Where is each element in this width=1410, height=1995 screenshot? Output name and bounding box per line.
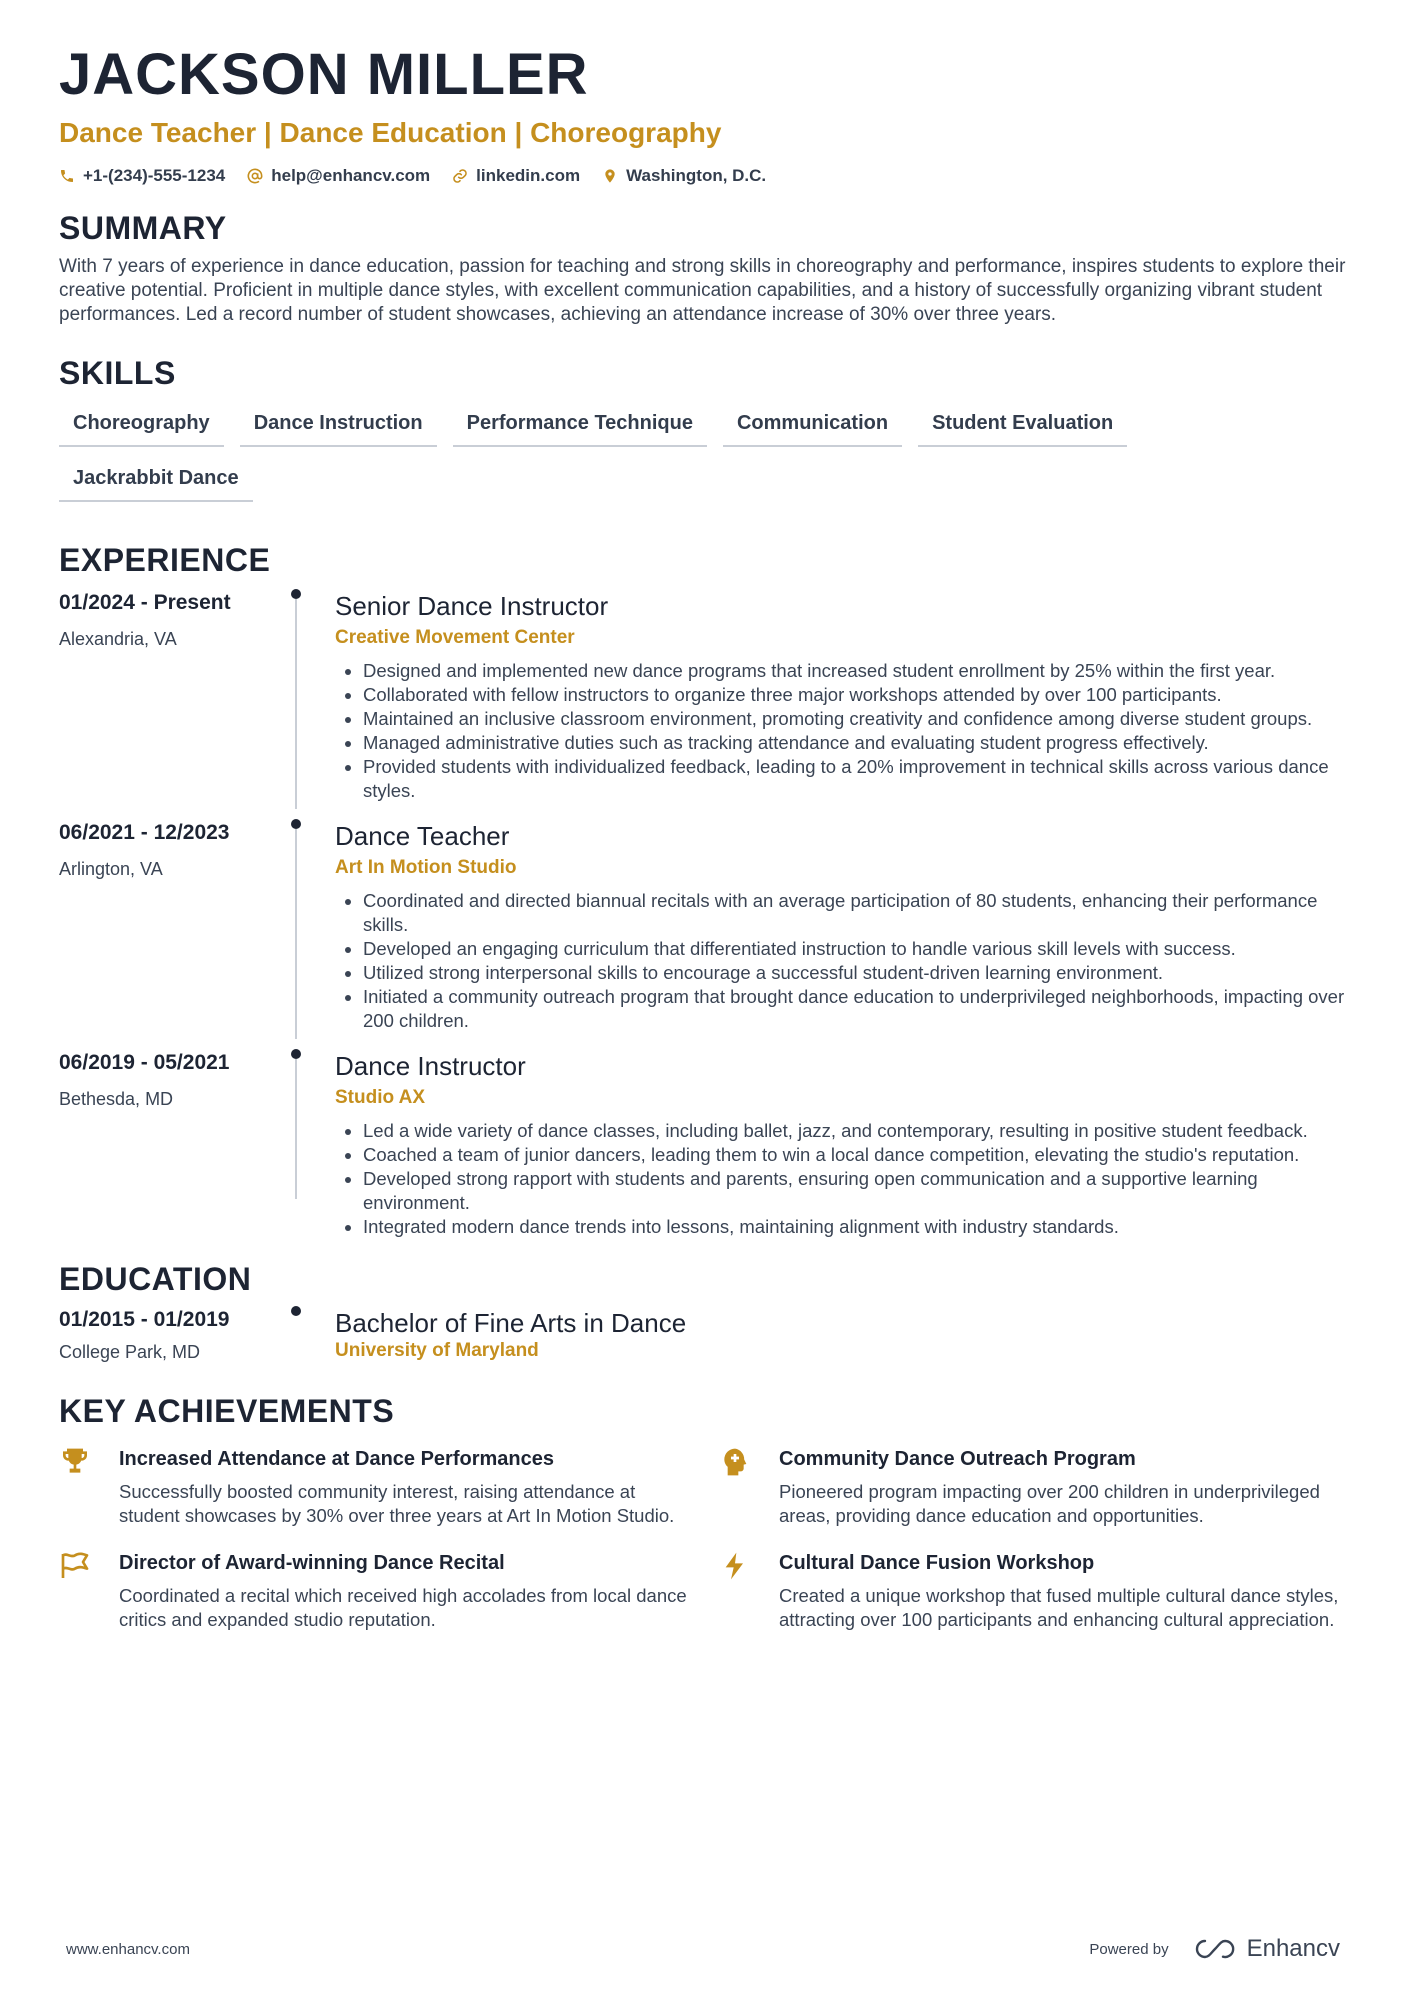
job-bullet: • Collaborated with fellow instructors to organize three major workshops attended by over 100 participants. <box>363 683 1359 707</box>
contact-location <box>602 166 766 186</box>
job-bullet: • Integrated modern dance trends into lessons, maintaining alignment with industry standards. <box>363 1215 1359 1239</box>
job-entry <box>59 581 1359 803</box>
job-role: Dance Instructor <box>335 1051 526 1081</box>
timeline-dot <box>291 819 301 829</box>
job-bullet: • Coordinated and directed biannual recitals with an average participation of 80 students, enhancing their performance skills. <box>363 889 1359 937</box>
job-role: Dance Teacher <box>335 821 510 851</box>
contact-list <box>59 166 1359 186</box>
education-location: College Park, MD <box>59 1342 201 1362</box>
summary-heading: SUMMARY <box>59 210 227 246</box>
contact-email-text: help@enhancv.com <box>271 166 431 185</box>
footer-brand <box>1089 1935 1340 1963</box>
achievement-desc: Created a unique workshop that fused multiple cultural dance styles, attracting over 100 participants and enhancing cultural appreciation. <box>779 1585 1339 1630</box>
page-footer <box>66 1935 1340 1963</box>
skills-heading: SKILLS <box>59 355 176 391</box>
job-location: Alexandria, VA <box>59 629 177 649</box>
achievement-title: Community Dance Outreach Program <box>779 1448 1136 1470</box>
achievement-desc: Pioneered program impacting over 200 children in underprivileged areas, providing dance education and opportunities. <box>779 1481 1320 1526</box>
job-bullets <box>335 889 1359 1033</box>
contact-linkedin[interactable] <box>452 166 580 186</box>
education-heading: EDUCATION <box>59 1261 252 1297</box>
job-bullet: • Designed and implemented new dance programs that increased student enrollment by 25% within the first year. <box>363 659 1359 683</box>
timeline-dot <box>291 1049 301 1059</box>
achievements-heading: KEY ACHIEVEMENTS <box>59 1393 395 1429</box>
candidate-title: Dance Teacher | Dance Education | Choreography <box>59 117 722 148</box>
education-entry <box>59 1298 1359 1363</box>
candidate-name: JACKSON MILLER <box>59 42 589 107</box>
job-bullets <box>335 659 1359 803</box>
powered-by-label: Powered by <box>1089 1940 1169 1958</box>
achievement-item <box>719 1550 1359 1632</box>
achievement-title: Cultural Dance Fusion Workshop <box>779 1552 1095 1574</box>
job-date: 01/2024 - Present <box>59 591 231 614</box>
job-entry <box>59 811 1359 1033</box>
job-bullet: • Developed an engaging curriculum that differentiated instruction to handle various skill levels with success. <box>363 937 1359 961</box>
location-icon <box>602 168 618 184</box>
timeline-rail <box>294 811 302 1033</box>
resume-page <box>59 40 1359 1632</box>
contact-linkedin-text: linkedin.com <box>476 166 581 185</box>
at-icon <box>247 168 263 184</box>
achievement-title: Director of Award-winning Dance Recital <box>119 1552 505 1574</box>
experience-section <box>59 542 1359 1239</box>
skill-tag: Student Evaluation <box>918 406 1127 447</box>
contact-email[interactable] <box>247 166 430 186</box>
achievements-section <box>59 1393 1359 1632</box>
summary-text: With 7 years of experience in dance education, passion for teaching and strong skills in choreography and performance, inspires students to explore their creative potential. Proficient in multiple dance styles, with excellent communication capabilities, and a history of successfully organizing vibrant student performances. Led a record number of student showcases, achieving an attendance increase of 30% over three years. <box>59 256 1346 325</box>
achievement-desc: Successfully boosted community interest, raising attendance at student showcases by 30% over three years at Art In Motion Studio. <box>119 1481 675 1526</box>
head-icon <box>719 1446 751 1478</box>
contact-phone-text: +1-(234)-555-1234 <box>83 166 226 185</box>
achievement-grid <box>59 1446 1359 1632</box>
job-bullet: • Coached a team of junior dancers, leading them to win a local dance competition, elevating the studio's reputation. <box>363 1143 1359 1167</box>
education-date: 01/2015 - 01/2019 <box>59 1308 230 1331</box>
summary-section <box>59 210 1359 327</box>
job-location: Bethesda, MD <box>59 1089 174 1109</box>
footer-website[interactable]: www.enhancv.com <box>66 1940 190 1958</box>
job-bullet: • Initiated a community outreach program that brought dance education to underprivileged neighborhoods, impacting over 200 children. <box>363 985 1359 1033</box>
achievement-item <box>59 1446 719 1528</box>
job-location: Arlington, VA <box>59 859 163 879</box>
skill-tag: Jackrabbit Dance <box>59 461 253 502</box>
skills-section <box>59 355 1359 502</box>
education-degree: Bachelor of Fine Arts in Dance <box>335 1308 687 1338</box>
enhancv-logo-icon <box>1193 1937 1237 1961</box>
education-section <box>59 1261 1359 1363</box>
education-school: University of Maryland <box>335 1340 539 1361</box>
job-entry <box>59 1041 1359 1239</box>
brand-name-text: Enhancv <box>1246 1935 1340 1962</box>
timeline-line <box>295 829 297 1039</box>
timeline-line <box>295 1059 297 1199</box>
skill-tag: Dance Instruction <box>240 406 437 447</box>
job-company: Creative Movement Center <box>335 627 575 648</box>
timeline-dot <box>291 589 301 599</box>
lightning-icon <box>719 1550 751 1582</box>
link-icon <box>452 168 468 184</box>
brand-logo[interactable] <box>1193 1935 1340 1963</box>
skill-tag: Performance Technique <box>453 406 707 447</box>
trophy-icon <box>59 1446 91 1478</box>
experience-heading: EXPERIENCE <box>59 542 271 578</box>
contact-location-text: Washington, D.C. <box>626 166 767 185</box>
contact-phone[interactable] <box>59 166 225 186</box>
job-bullet: • Maintained an inclusive classroom environment, promoting creativity and confidence among diverse student groups. <box>363 707 1359 731</box>
job-bullets <box>335 1119 1359 1239</box>
timeline-dot <box>291 1306 301 1316</box>
job-company: Art In Motion Studio <box>335 857 517 878</box>
job-company: Studio AX <box>335 1087 426 1108</box>
skill-tag: Choreography <box>59 406 224 447</box>
achievement-item <box>719 1446 1359 1528</box>
job-bullet: • Utilized strong interpersonal skills to encourage a successful student-driven learning environment. <box>363 961 1359 985</box>
job-role: Senior Dance Instructor <box>335 591 609 621</box>
skill-tag: Communication <box>723 406 902 447</box>
timeline-rail <box>294 1041 302 1239</box>
job-bullet: • Developed strong rapport with students and parents, ensuring open communication and a supportive learning environment. <box>363 1167 1359 1215</box>
flag-icon <box>59 1550 91 1582</box>
timeline-line <box>295 599 297 809</box>
achievement-item <box>59 1550 719 1632</box>
timeline-rail <box>294 1298 302 1363</box>
job-bullet: • Provided students with individualized feedback, leading to a 20% improvement in technical skills across various dance styles. <box>363 755 1359 803</box>
job-bullet: • Managed administrative duties such as tracking attendance and evaluating student progress effectively. <box>363 731 1359 755</box>
skill-list <box>59 406 1309 502</box>
job-date: 06/2021 - 12/2023 <box>59 821 230 844</box>
achievement-title: Increased Attendance at Dance Performances <box>119 1448 554 1470</box>
phone-icon <box>59 168 75 184</box>
timeline-rail <box>294 581 302 803</box>
job-bullet: • Led a wide variety of dance classes, including ballet, jazz, and contemporary, resulting in positive student feedback. <box>363 1119 1359 1143</box>
achievement-desc: Coordinated a recital which received high accolades from local dance critics and expanded studio reputation. <box>119 1585 687 1630</box>
job-date: 06/2019 - 05/2021 <box>59 1051 230 1074</box>
